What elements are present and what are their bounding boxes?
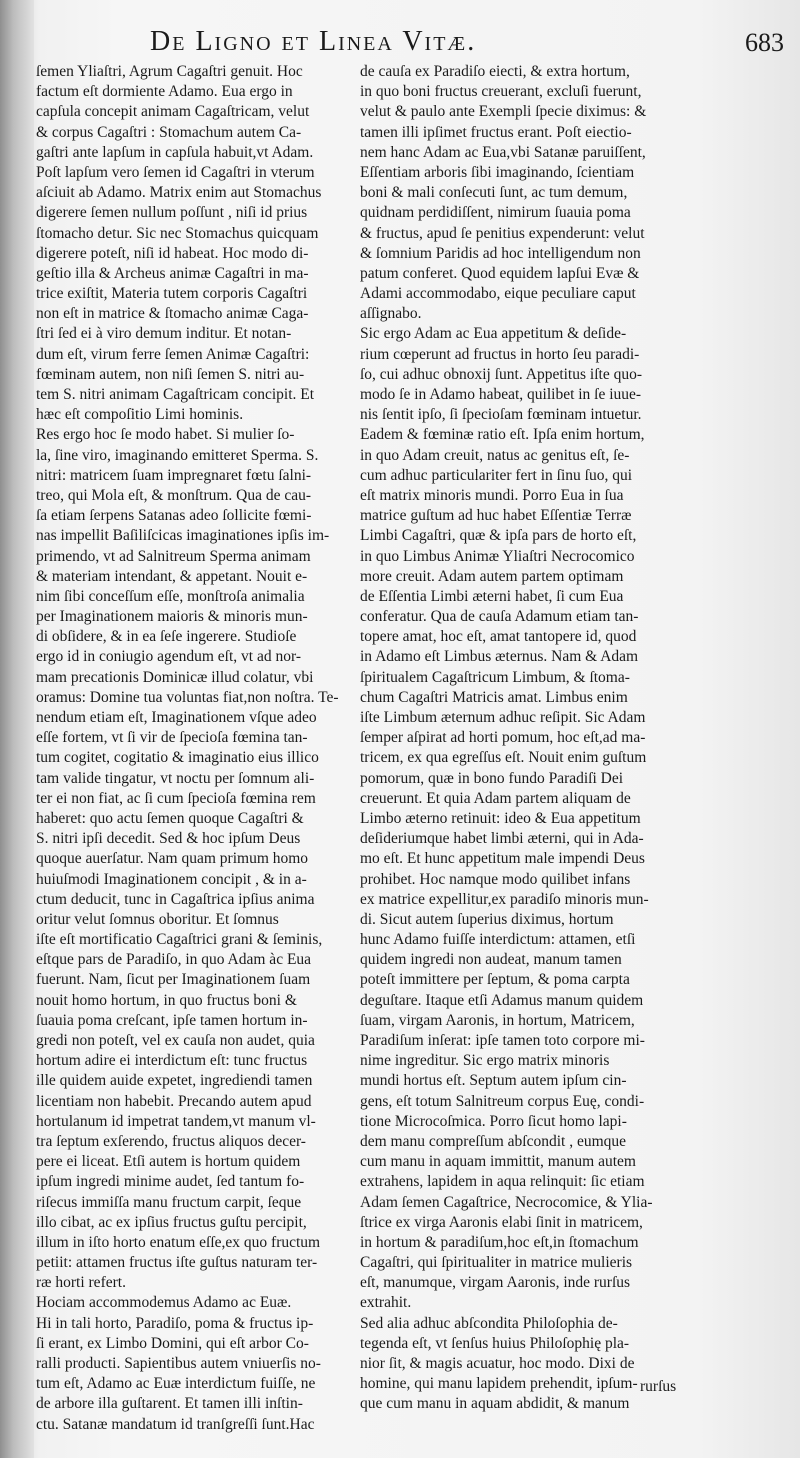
- right-column-line: ſo, cui adhuc obnoxij ſunt. Appetitus iſte quo-: [360, 365, 642, 383]
- left-column-line: hortulanum id impetrat tandem,vt manum vl-: [36, 1112, 316, 1130]
- left-column-line: haberet: quo actu ſemen quoque Cagaſtri &: [36, 809, 304, 827]
- left-column-line: tam valide tingatur, vt noctu per ſomnum ali-: [36, 769, 315, 787]
- right-column-line: poteſt immittere per ſeptum, & poma carpta: [360, 971, 630, 989]
- right-column-line: dem manu compreſſum abſcondit , eumque: [360, 1132, 627, 1150]
- left-column-line: capſula concepit animam Cagaſtricam, velut: [36, 103, 310, 121]
- right-column-line: homine, qui manu lapidem prehendit, ipſum-: [360, 1375, 638, 1393]
- right-column-line: tricem, ex qua egreſſus eſt. Nouit enim guſtum: [360, 749, 647, 767]
- left-column-line: tum cogitet, cogitatio & imaginatio eius illico: [36, 749, 319, 767]
- left-column-line: ſa etiam ſerpens Satanas adeo ſollicite fœmi-: [36, 507, 312, 525]
- left-column-line: fœminam autem, non niſi ſemen S. nitri au-: [36, 365, 305, 383]
- left-column-line: ralli producti. Sapientibus autem vniuerſis no-: [36, 1355, 321, 1372]
- right-column-line: extrahens, lapidem in aqua relinquit: ſic etiam: [360, 1173, 645, 1191]
- left-column-line: per Imaginationem maioris & minoris mun-: [36, 608, 308, 626]
- right-column-line: nem hanc Adam ac Eua,vbi Satanæ paruiſſent,: [360, 143, 646, 161]
- left-column-line: S. nitri ipſi decedit. Sed & hoc ipſum Deus: [36, 830, 301, 848]
- right-column-line: matrice guſtum ad huc habet Eſſentiæ Terræ: [360, 507, 632, 525]
- right-column-line: Sed alia adhuc abſcondita Philoſophia de-: [360, 1314, 618, 1332]
- left-column-line: fuerunt. Nam, ſicut per Imaginationem ſuam: [36, 971, 311, 989]
- right-column-line: aſſignabo.: [360, 305, 422, 323]
- right-column-line: deguſtare. Itaque etſi Adamus manum quidem: [360, 991, 644, 1009]
- right-column-line: que cum manu in aquam abdidit, & manum: [360, 1395, 630, 1413]
- left-column-line: geſtio illa & Archeus animæ Cagaſtri in ma-: [36, 264, 309, 282]
- right-column-line: prohibet. Hoc namque modo quilibet infans: [360, 870, 631, 888]
- left-column-line: treo, qui Mola eſt, & monſtrum. Qua de cau-: [36, 486, 312, 504]
- right-column-line: Cagaſtri, qui ſpiritualiter in matrice mulieris: [360, 1254, 633, 1272]
- right-column-line: nior ſit, & magis acuatur, hoc modo. Dixi de: [360, 1355, 635, 1372]
- left-column-line: Hociam accommodemus Adamo ac Euæ.: [36, 1294, 292, 1312]
- right-column-line: de cauſa ex Paradiſo eiecti, & extra hortum,: [360, 63, 630, 80]
- right-column-line: Adam ſemen Cagaſtrice, Necrocomice, & Ylia-: [360, 1193, 653, 1211]
- left-column-line: non eſt in matrice & ſtomacho animæ Caga-: [36, 305, 309, 323]
- left-column-line: de arbore illa guſtarent. Et tamen illi inſtin-: [36, 1395, 303, 1413]
- right-column-line: nis ſentit ipſo, ſi ſpecioſam fœminam intuetur.: [360, 406, 642, 424]
- right-column-line: boni & mali conſecuti ſunt, ac tum demum,: [360, 184, 628, 202]
- right-column-line: Eſſentiam arboris ſibi imaginando, ſcientiam: [360, 163, 635, 181]
- left-column-line: aſciuit ab Adamo. Matrix enim aut Stomachus: [36, 184, 322, 202]
- right-column-line: more creuit. Adam autem partem optimam: [360, 567, 624, 585]
- right-column-line: in quo Adam creuit, natus ac genitus eſt, ſe-: [360, 446, 630, 464]
- left-column-line: tum eſt, Adamo ac Euæ interdictum fuiſſe, ne: [36, 1375, 316, 1393]
- right-column-line: in quo boni fructus creuerant, excluſi fuerunt,: [360, 83, 642, 101]
- right-column-line: cum manu in aquam immittit, manum autem: [360, 1153, 636, 1171]
- right-column-line: pomorum, quæ in bono fundo Paradiſi Dei: [360, 769, 624, 787]
- right-column-line: tegenda eſt, vt ſenſus huius Philoſophię pla-: [360, 1334, 630, 1352]
- right-column-line: eſt matrix minoris mundi. Porro Eua in ſua: [360, 486, 624, 504]
- left-column-line: nim ſibi conceſſum eſſe, monſtroſa animalia: [36, 587, 305, 605]
- right-column-line: modo ſe in Adamo habeat, quilibet in ſe iuue-: [360, 386, 642, 403]
- left-column-line: la, ſine viro, imaginando emitteret Sperma. S.: [36, 446, 319, 464]
- left-column-line: & materiam intendant, & appetant. Nouit e-: [36, 567, 308, 585]
- left-column-line: digerere poteſt, niſi id habeat. Hoc modo di-: [36, 244, 309, 262]
- left-column-line: oramus: Domine tua voluntas fiat,non noſtra. Te-: [36, 688, 339, 706]
- left-column-line: eſtque pars de Paradiſo, in quo Adam àc Eua: [36, 951, 312, 969]
- left-column-line: illum in iſto horto enatum eſſe,ex quo fructum: [36, 1233, 321, 1251]
- left-column-line: hortum adire ei interdictum eſt: tunc fructus: [36, 1052, 308, 1070]
- left-column-line: Hi in tali horto, Paradiſo, poma & fructus ip-: [36, 1314, 314, 1332]
- page-gutter-shadow: [0, 0, 34, 1458]
- left-column-line: dum eſt, virum ferre ſemen Animæ Cagaſtri:: [36, 345, 310, 363]
- right-column-line: Limbi Cagaſtri, quæ & ipſa pars de horto eſt,: [360, 527, 637, 545]
- right-column-line: tione Microcoſmica. Porro ſicut homo lapi-: [360, 1112, 627, 1130]
- left-column-line: gaſtri ante lapſum in capſula habuit,vt Adam.: [36, 143, 314, 161]
- right-column-line: iſte Limbum æternum adhuc reſipit. Sic Adam: [360, 709, 646, 726]
- left-column-line: ræ horti refert.: [36, 1274, 126, 1292]
- catchword: rurſus: [640, 1378, 677, 1395]
- left-column-line: mam precationis Dominicæ illud colatur, vbi: [36, 668, 314, 686]
- right-column-line: topere amat, hoc eſt, amat tantopere id, quod: [360, 628, 637, 646]
- right-column-line: eſt, manumque, virgam Aaronis, inde rurſus: [360, 1274, 631, 1292]
- left-column-line: iſte eſt mortificatio Cagaſtrici grani & ſeminis,: [36, 931, 323, 949]
- left-column-line: ctum deducit, tunc in Cagaſtrica ipſius anima: [36, 890, 315, 908]
- left-column-line: tem S. nitri animam Cagaſtricam concipit. Et: [36, 386, 315, 403]
- left-column-line: nas impellit Baſiliſcicas imaginationes ipſis im-: [36, 527, 330, 545]
- left-column-line: nitri: matricem ſuam impregnaret fœtu ſalni-: [36, 466, 312, 484]
- left-column-line: pere ei liceat. Etſi autem is hortum quidem: [36, 1153, 301, 1171]
- right-column-line: velut & paulo ante Exempli ſpecie diximus: &: [360, 103, 647, 121]
- left-column-line: ſtomacho detur. Sic nec Stomachus quicquam: [36, 224, 319, 242]
- left-column-line: illo cibat, ac ex ipſius fructus guſtu percipit,: [36, 1213, 307, 1231]
- right-column-line: ſtrice ex virga Aaronis elabi ſinit in matricem,: [360, 1213, 643, 1231]
- right-column-line: & ſomnium Paridis ad hoc intelligendum non: [360, 244, 641, 262]
- right-column-line: mundi hortus eſt. Septum autem ipſum cin-: [360, 1072, 627, 1090]
- right-column-line: ſpiritualem Cagaſtricum Limbum, & ſtoma-: [360, 668, 630, 686]
- right-column-line: ſemper aſpirat ad horti pomum, hoc eſt,ad ma-: [360, 729, 646, 747]
- right-column-line: conferatur. Qua de cauſa Adamum etiam tan-: [360, 608, 639, 626]
- left-column-line: Poſt lapſum vero ſemen id Cagaſtri in vterum: [36, 163, 315, 181]
- right-column-line: de Eſſentia Limbi æterni habet, ſi cum Eua: [360, 587, 624, 605]
- left-column-line: ſemen Yliaſtri, Agrum Cagaſtri genuit. Hoc: [36, 63, 303, 80]
- running-title: De Ligno et Linea Vitæ.: [150, 26, 477, 57]
- left-column-line: ſuauia poma creſcant, ipſe tamen hortum in-: [36, 1011, 308, 1029]
- right-column-line: rium cœperunt ad fructus in horto ſeu paradi-: [360, 345, 640, 363]
- left-column-line: trice exiſtit, Materia tutem corporis Cagaſtri: [36, 285, 308, 303]
- right-column-line: creuerunt. Et quia Adam partem aliquam de: [360, 789, 631, 807]
- left-column-line: oritur velut ſomnus oboritur. Et ſomnus: [36, 910, 279, 928]
- right-column-line: extrahit.: [360, 1294, 412, 1312]
- right-column-line: di. Sicut autem ſuperius diximus, hortum: [360, 910, 614, 928]
- right-column-line: deſideriumque habet limbi æterni, qui in Ada-: [360, 830, 644, 848]
- right-column-line: in quo Limbus Animæ Yliaſtri Necrocomico: [360, 547, 635, 565]
- left-column-line: ctu. Satanæ mandatum id tranſgreſſi ſunt.Hac: [36, 1415, 315, 1433]
- right-column-line: quidnam perdidiſſent, nimirum ſuauia poma: [360, 204, 631, 222]
- right-column-line: cum adhuc particulariter fert in ſinu ſuo, qui: [360, 466, 633, 484]
- left-column-line: huiuſmodi Imaginationem concipit , & in a-: [36, 870, 307, 888]
- right-column-line: in hortum & paradiſum,hoc eſt,in ſtomachum: [360, 1233, 639, 1251]
- right-column-line: mo eſt. Et hunc appetitum male impendi Deus: [360, 850, 645, 868]
- left-column-line: ter ei non fiat, ac ſi cum ſpecioſa fœmina rem: [36, 789, 316, 807]
- left-column: [36, 62, 346, 1435]
- left-column-line: ergo id in coniugio agendum eſt, vt ad nor-: [36, 648, 301, 666]
- left-column-line: ille quidem auide expetet, ingrediendi tamen: [36, 1072, 313, 1090]
- right-column-line: chum Cagaſtri Matricis amat. Limbus enim: [360, 688, 628, 706]
- left-column-line: hæc eſt compoſitio Limi hominis.: [36, 406, 244, 424]
- left-column-line: ſtri ſed ei à viro demum inditur. Et notan-: [36, 325, 292, 343]
- left-column-line: petiit: attamen fructus iſte guſtus naturam ter-: [36, 1254, 318, 1272]
- page-number: 683: [745, 28, 784, 57]
- left-column-line: & corpus Cagaſtri : Stomachum autem Ca-: [36, 123, 302, 141]
- right-column-line: Adami accommodabo, eique peculiare caput: [360, 285, 636, 303]
- right-column-line: quidem ingredi non audeat, manum tamen: [360, 951, 622, 969]
- left-column-line: ipſum ingredi minime audet, ſed tantum fo-: [36, 1173, 305, 1191]
- left-column-line: eſſe fortem, vt ſi vir de ſpecioſa fœmina tan-: [36, 729, 308, 747]
- right-column-line: patum conferet. Quod equidem lapſui Evæ &: [360, 264, 640, 282]
- left-column-line: digerere ſemen nullum poſſunt , niſi id prius: [36, 204, 308, 222]
- left-column-line: gredi non poteſt, vel ex cauſa non audet, quia: [36, 1032, 315, 1049]
- right-column-line: ex matrice expellitur,ex paradiſo minoris mun-: [360, 890, 649, 908]
- right-column-line: & fructus, apud ſe penitius expenderunt: velut: [360, 224, 645, 242]
- right-column-line: Sic ergo Adam ac Eua appetitum & deſide-: [360, 325, 627, 343]
- right-column-line: Paradiſum inſerat: ipſe tamen toto corpore mi-: [360, 1032, 645, 1049]
- left-column-line: di obſidere, & in ea ſeſe ingerere. Studioſe: [36, 628, 297, 646]
- right-column-line: Eadem & fœminæ ratio eſt. Ipſa enim hortum,: [360, 426, 645, 444]
- right-column-line: ſuam, virgam Aaronis, in hortum, Matricem,: [360, 1011, 635, 1029]
- left-column-line: Res ergo hoc ſe modo habet. Si mulier ſo-: [36, 426, 295, 444]
- right-column-line: gens, eſt totum Salnitreum corpus Euę, condi-: [360, 1092, 645, 1110]
- left-column-line: nouit homo hortum, in quo fructus boni &: [36, 991, 297, 1009]
- right-column: [360, 62, 682, 1415]
- left-column-line: quoque auerſatur. Nam quam primum homo: [36, 850, 309, 868]
- left-column-line: licentiam non habebit. Precando autem apud: [36, 1092, 312, 1110]
- left-column-line: factum eſt dormiente Adamo. Eua ergo in: [36, 83, 293, 101]
- right-column-line: nime ingreditur. Sic ergo matrix minoris: [360, 1052, 610, 1070]
- left-column-line: ſi erant, ex Limbo Domini, qui eſt arbor Co-: [36, 1334, 309, 1352]
- left-column-line: riſecus immiſſa manu fructum carpit, ſeque: [36, 1193, 302, 1211]
- left-column-line: primendo, vt ad Salnitreum Sperma animam: [36, 547, 311, 565]
- left-column-line: nendum etiam eſt, Imaginationem vſque adeo: [36, 709, 317, 726]
- right-column-line: tamen illi ipſimet fructus erant. Poſt eiectio-: [360, 123, 632, 141]
- right-column-line: Limbo æterno retinuit: ideo & Eua appetitum: [360, 809, 641, 827]
- right-column-line: hunc Adamo fuiſſe interdictum: attamen, etſi: [360, 931, 636, 949]
- right-column-line: in Adamo eſt Limbus æternus. Nam & Adam: [360, 648, 639, 666]
- left-column-line: tra ſeptum exſerendo, fructus aliquos decer-: [36, 1132, 306, 1150]
